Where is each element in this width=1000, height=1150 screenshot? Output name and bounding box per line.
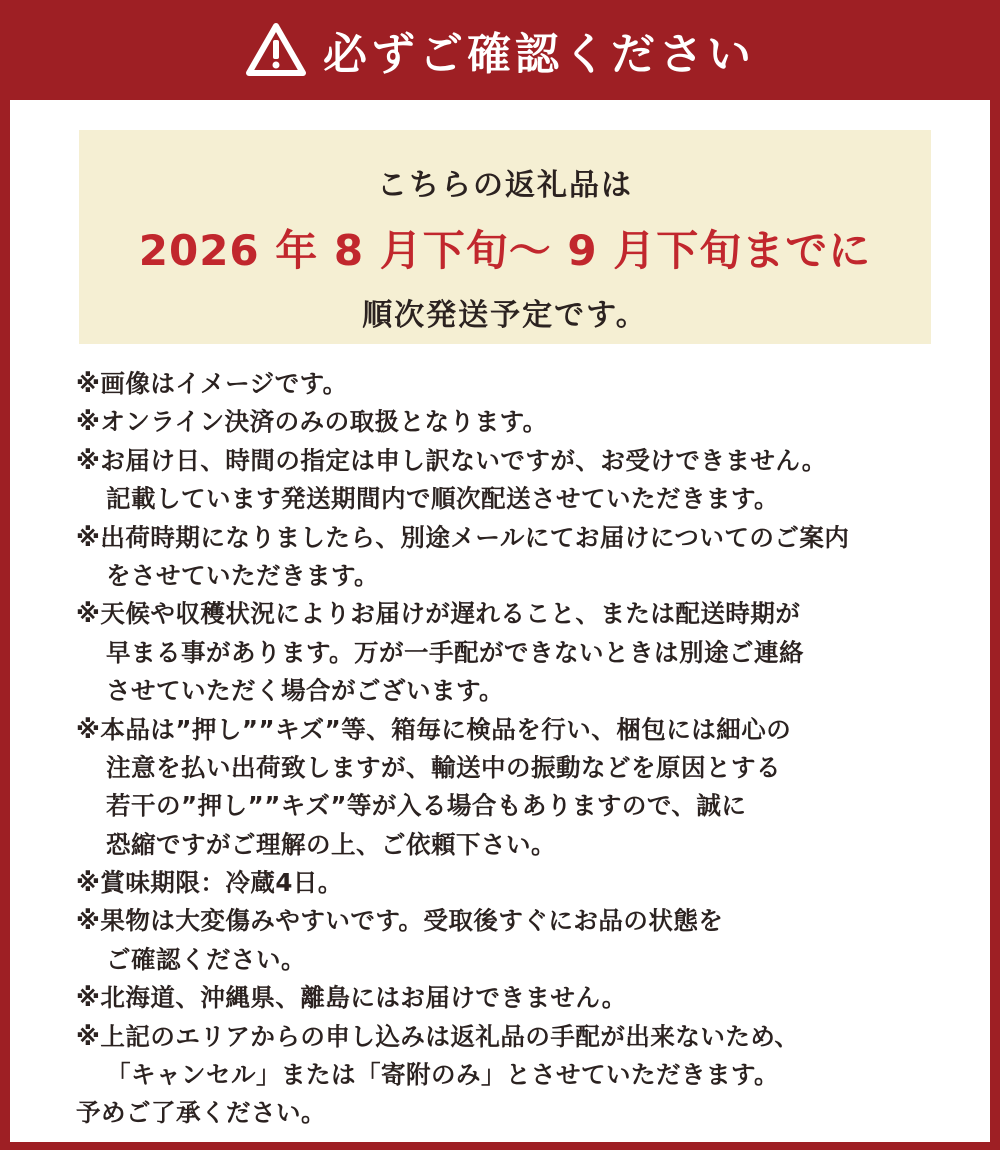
note-line: 「キャンセル」または「寄附のみ」とさせていただきます。 bbox=[106, 1060, 780, 1090]
note-line: 恐縮ですがご理解の上、ご依頼下さい。 bbox=[106, 829, 556, 859]
note-line: をさせていただきます。 bbox=[106, 560, 380, 590]
note-line: ※お届け日、時間の指定は申し訳ないですが、お受けできません。 bbox=[76, 445, 827, 475]
header-banner bbox=[0, 0, 1000, 100]
header-title: 必ずご確認ください bbox=[323, 29, 755, 80]
notice-shipping-period: 2026 年 8 月下旬〜 9 月下旬までに bbox=[138, 226, 872, 275]
notes-list bbox=[76, 365, 986, 1133]
note-line: ※出荷時期になりましたら、別途メールにてお届けについてのご案内 bbox=[76, 522, 850, 552]
notice-line-1: こちらの返礼品は bbox=[377, 168, 633, 203]
content-panel bbox=[10, 100, 990, 1142]
note-line: ※上記のエリアからの申し込みは返礼品の手配が出来ないため、 bbox=[76, 1021, 800, 1051]
note-line: ※賞味期限：冷蔵4日。 bbox=[76, 868, 343, 898]
note-line: ※本品は”押し””キズ”等、箱毎に検品を行い、梱包には細心の bbox=[76, 714, 792, 744]
note-line: 注意を払い出荷致しますが、輸送中の振動などを原因とする bbox=[106, 752, 781, 782]
note-line: 早まる事があります。万が一手配ができないときは別途ご連絡 bbox=[106, 637, 805, 667]
note-line: させていただく場合がございます。 bbox=[106, 676, 505, 706]
note-line: ※天候や収穫状況によりお届けが遅れること、または配送時期が bbox=[76, 599, 801, 629]
note-line: ご確認ください。 bbox=[106, 944, 306, 974]
note-line: 記載しています発送期間内で順次配送させていただきます。 bbox=[106, 484, 780, 514]
note-line: ※オンライン決済のみの取扱となります。 bbox=[76, 407, 548, 437]
note-line: 若干の”押し””キズ”等が入る場合もありますので、誠に bbox=[106, 791, 747, 821]
shipping-notice-box bbox=[79, 130, 931, 344]
note-line: ※果物は大変傷みやすいです。受取後すぐにお品の状態を bbox=[76, 906, 724, 936]
note-line: ※画像はイメージです。 bbox=[76, 369, 348, 398]
note-line: ※北海道、沖縄県、離島にはお届けできません。 bbox=[76, 983, 627, 1013]
warning-triangle-icon bbox=[245, 22, 307, 78]
notice-line-3: 順次発送予定です。 bbox=[362, 298, 648, 333]
note-line: 予めご了承ください。 bbox=[76, 1098, 326, 1128]
